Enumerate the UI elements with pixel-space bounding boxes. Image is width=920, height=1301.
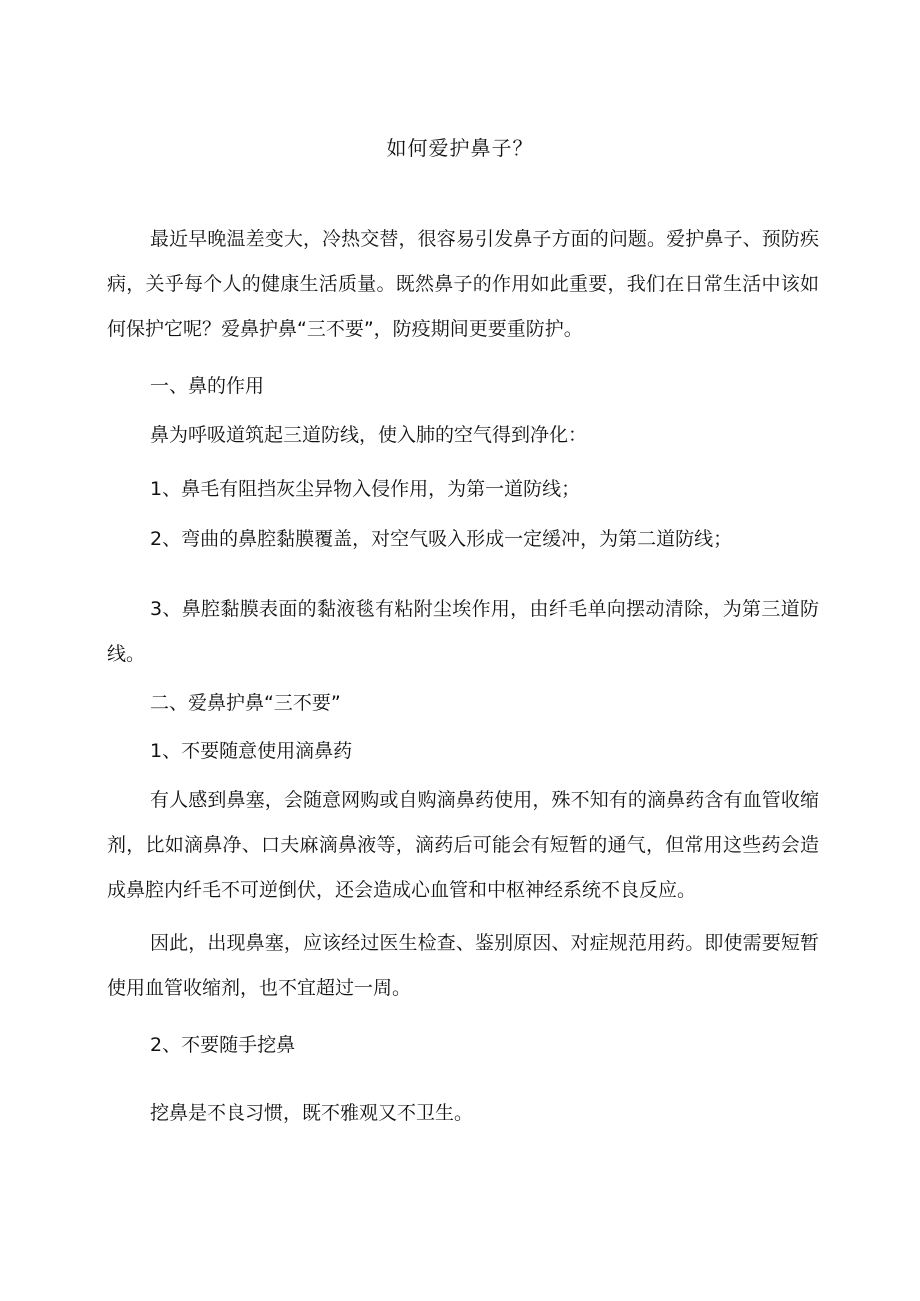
rule-2-paragraph-1: 挖鼻是不良习惯，既不雅观又不卫生。 <box>150 1102 474 1124</box>
rule-1-paragraph-2: 因此，出现鼻塞，应该经过医生检查、鉴别原因、对症规范用药。即使需要短暂使用血管收缩剂，也不宜超过一周。 <box>107 932 819 999</box>
page-title: 如何爱护鼻子？ <box>386 136 534 160</box>
subheading-rule-2: 2、不要随手挖鼻 <box>150 1034 296 1056</box>
list-item-defense-2: 2、弯曲的鼻腔黏膜覆盖，对空气吸入形成一定缓冲，为第二道防线； <box>150 528 733 550</box>
rule-1-paragraph-1: 有人感到鼻塞，会随意网购或自购滴鼻药使用，殊不知有的滴鼻药含有血管收缩剂，比如滴鼻净、口夫麻滴鼻液等，滴药后可能会有短暂的通气，但常用这些药会造成鼻腔内纤毛不可逆倒伏，还会造成心血管和中枢神经系统不良反应。 <box>107 789 819 901</box>
list-item-defense-3: 3、鼻腔黏膜表面的黏液毯有粘附尘埃作用，由纤毛单向摆动清除，为第三道防线。 <box>107 598 819 665</box>
section-heading-nose-function: 一、鼻的作用 <box>150 375 265 397</box>
subheading-rule-1: 1、不要随意使用滴鼻药 <box>150 740 353 762</box>
section-heading-three-donts: 二、爱鼻护鼻“三不要” <box>150 692 341 714</box>
section-lead-paragraph: 鼻为呼吸道筑起三道防线，使入肺的空气得到净化： <box>150 424 588 446</box>
intro-paragraph: 最近早晚温差变大，冷热交替，很容易引发鼻子方面的问题。爱护鼻子、预防疾病，关乎每个人的健康生活质量。既然鼻子的作用如此重要，我们在日常生活中该如何保护它呢？爱鼻护鼻“三不要”，防疫期间更要重防护。 <box>107 228 819 340</box>
list-item-defense-1: 1、鼻毛有阻挡灰尘异物入侵作用，为第一道防线； <box>150 478 581 500</box>
